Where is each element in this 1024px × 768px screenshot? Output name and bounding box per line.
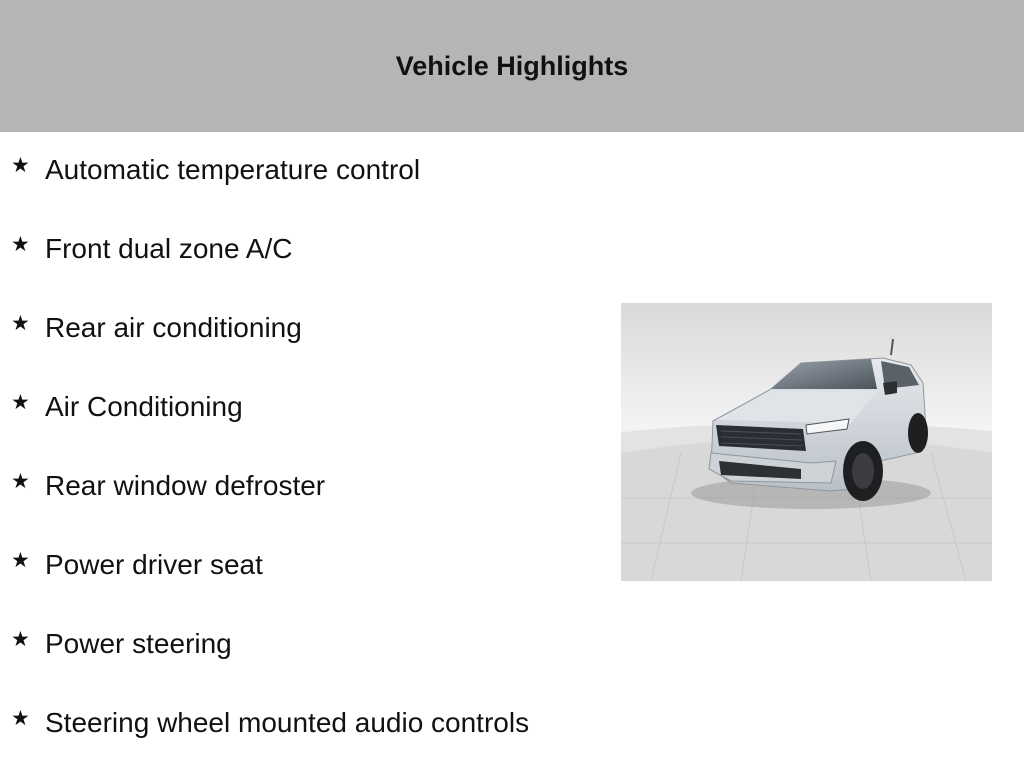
star-icon: ★ <box>11 548 30 572</box>
list-item <box>0 685 600 764</box>
list-item <box>0 606 600 685</box>
highlight-label: Air Conditioning <box>45 391 243 422</box>
star-icon: ★ <box>11 232 30 256</box>
highlight-label: Power driver seat <box>45 549 263 580</box>
star-icon: ★ <box>11 469 30 493</box>
star-icon: ★ <box>11 627 30 651</box>
list-item <box>0 448 600 527</box>
highlight-label: Steering wheel mounted audio controls <box>45 707 530 738</box>
vehicle-photo <box>621 303 992 581</box>
list-item <box>0 290 600 369</box>
list-item <box>0 132 600 211</box>
vehicle-image <box>621 303 992 581</box>
highlight-label: Front dual zone A/C <box>45 233 293 264</box>
list-item <box>0 369 600 448</box>
highlight-label: Power steering <box>45 628 232 659</box>
star-icon: ★ <box>11 390 30 414</box>
page-title: Vehicle Highlights <box>395 50 629 81</box>
star-icon: ★ <box>11 153 30 177</box>
star-icon: ★ <box>11 311 30 335</box>
highlight-label: Rear air conditioning <box>45 312 302 343</box>
header-bar <box>0 0 1024 132</box>
list-item <box>0 527 600 606</box>
star-icon: ★ <box>11 706 30 730</box>
list-item <box>0 211 600 290</box>
highlight-label: Automatic temperature control <box>45 154 421 185</box>
highlight-label: Rear window defroster <box>45 470 326 501</box>
